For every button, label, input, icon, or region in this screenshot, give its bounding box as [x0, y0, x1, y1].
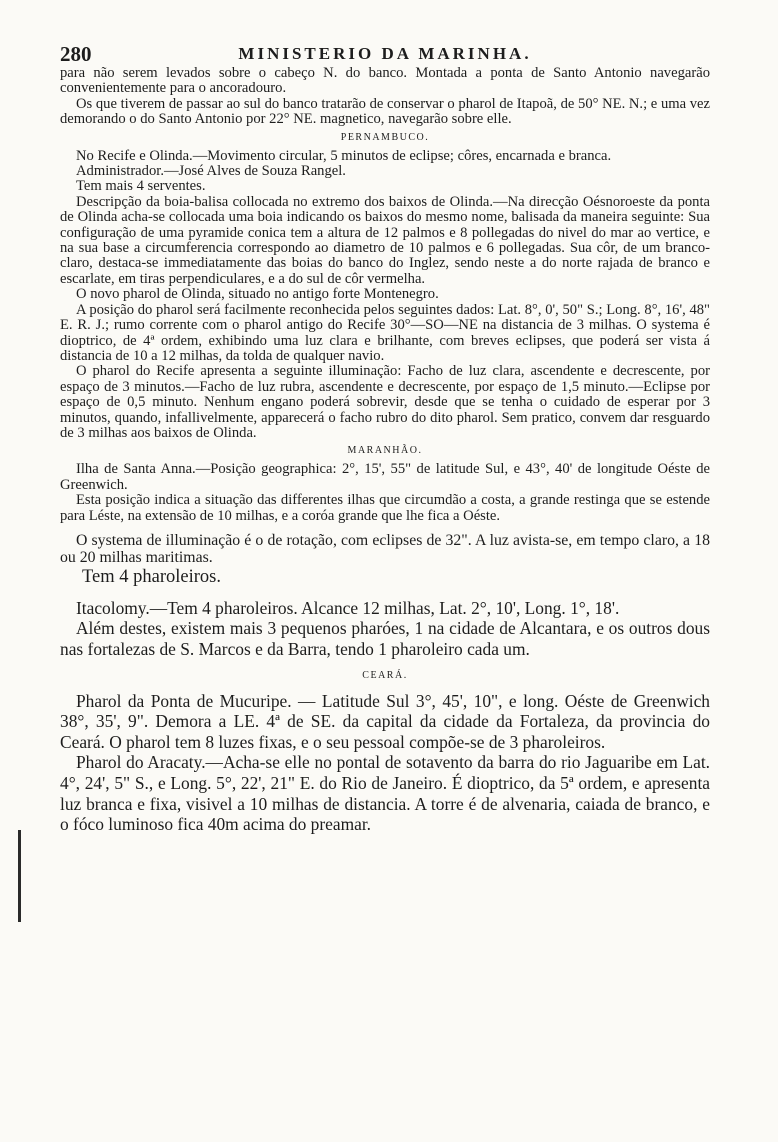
paragraph: A posição do pharol será facilmente reconhecida pelos seguintes dados: Lat. 8°, 0', 50" S.; Long. 8°, 16', 48" E. R. J.; rumo corrente com o pharol antigo do Recife 30°—SO—NE na distancia de 3 milhas. O systema é dioptrico, de 4ª ordem, exhibindo uma luz clara e brilhante, com breves eclipses, que poderá ser vista á distancia de 10 a 12 milhas, da tolda de qualquer navio.	[60, 301, 710, 364]
intro-section	[60, 66, 710, 128]
paragraph: Ilha de Santa Anna.—Posição geographica: 2°, 15', 55" de latitude Sul, e 43°, 40' de longitude Oéste de Greenwich.	[60, 461, 710, 493]
paragraph: Itacolomy.—Tem 4 pharoleiros. Alcance 12 milhas, Lat. 2°, 10', Long. 1°, 18'.	[76, 597, 620, 618]
paragraph: O pharol do Recife apresenta a seguinte illuminação: Facho de luz clara, ascendente e decrescente, por espaço de 3 minutos.—Facho de luz rubra, ascendente e decrescente, por espaço de 1,5 minuto.—Eclipse por espaço de 0,5 minuto. Nenhum engano poderá sobrevir, desde que se tenha o cuidado de esperar por 3 minutos, quando, infallivelmente, apparecerá o facho rubro do dito pharol. Sem pratico, convem dar resguardo de 3 milhas aos baixos de Olinda.	[60, 363, 710, 441]
paragraph: para não serem levados sobre o cabeço N. do banco. Montada a ponta de Santo Antonio navegarão convenientemente para o ancoradouro.	[60, 65, 710, 97]
ceara-section	[60, 691, 710, 835]
page-number: 280	[60, 42, 92, 66]
paragraph: Administrador.—José Alves de Souza Rangel.	[76, 163, 346, 180]
paragraph: Pharol do Aracaty.—Acha-se elle no pontal de sotavento da barra do rio Jaguaribe em Lat. 4°, 24', 5" S., e Long. 5°, 22', 21" E. do Rio de Janeiro. É dioptrico, da 5ª ordem, e apresenta luz branca e fixa, visivel a 10 milhas de distancia. A torre é de alvenaria, caiada de branco, e o fóco luminoso fica 40m acima do preamar.	[60, 752, 710, 835]
section-heading-pernambuco: PERNAMBUCO.	[340, 131, 430, 143]
maranhao-section	[60, 462, 710, 659]
section-heading-ceara: CEARÁ.	[362, 669, 408, 681]
running-title: MINISTERIO DA MARINHA.	[238, 44, 532, 63]
margin-mark	[18, 830, 21, 922]
paragraph: O systema de illuminação é o de rotação, com eclipses de 32". A luz avista-se, em tempo claro, a 18 ou 20 milhas maritimas.	[60, 531, 710, 567]
paragraph: Tem 4 pharoleiros.	[82, 566, 221, 587]
paragraph: Esta posição indica a situação das differentes ilhas que circumdão a costa, a grande restinga que se estende para Léste, na extensão de 10 milhas, e a coróa grande que lhe fica a Oéste.	[60, 492, 710, 524]
pernambuco-section	[60, 149, 710, 442]
paragraph: Tem mais 4 serventes.	[76, 178, 206, 195]
paragraph: Os que tiverem de passar ao sul do banco tratarão de conservar o pharol de Itapoã, de 50° NE. N.; e uma vez demorando o do Santo Antonio por 22° NE. magnetico, navegarão sobre elle.	[60, 95, 710, 128]
page-body	[60, 66, 710, 835]
section-heading-maranhao: MARANHÃO.	[347, 445, 423, 457]
paragraph: Além destes, existem mais 3 pequenos pharóes, 1 na cidade de Alcantara, e os outros dous nas fortalezas de S. Marcos e da Barra, tendo 1 pharoleiro cada um.	[60, 618, 710, 659]
paragraph: O novo pharol de Olinda, situado no antigo forte Montenegro.	[76, 286, 439, 303]
paragraph: No Recife e Olinda.—Movimento circular, 5 minutos de eclipse; côres, encarnada e branca.	[76, 147, 612, 164]
paragraph: Descripção da boia-balisa collocada no extremo dos baixos de Olinda.—Na direcção Oésnoroeste da ponta de Olinda acha-se collocada uma boia indicando os baixos do mesmo nome, balisada da maneira seguinte: Sua configuração de uma pyramide conica tem a altura de 12 palmos e 8 pollegadas do nivel do mar ao vertice, e na sua base a circumferencia correspondo ao diametro de 10 palmos e 6 pollegadas. Sua côr, de um branco-claro, destaca-se immediatamente das boias do banco do Inglez, sendo neste a do norte rajada de branco e escarlate, em tiras perpendiculares, e a do sul de côr vermelha.	[60, 193, 710, 287]
paragraph: Pharol da Ponta de Mucuripe. — Latitude Sul 3°, 45', 10", e long. Oéste de Greenwich 38°, 35', 9". Demora a LE. 4ª de SE. da capital da cidade da Fortaleza, da provincia do Ceará. O pharol tem 8 luzes fixas, e o seu pessoal compõe-se de 3 pharoleiros.	[60, 690, 710, 752]
